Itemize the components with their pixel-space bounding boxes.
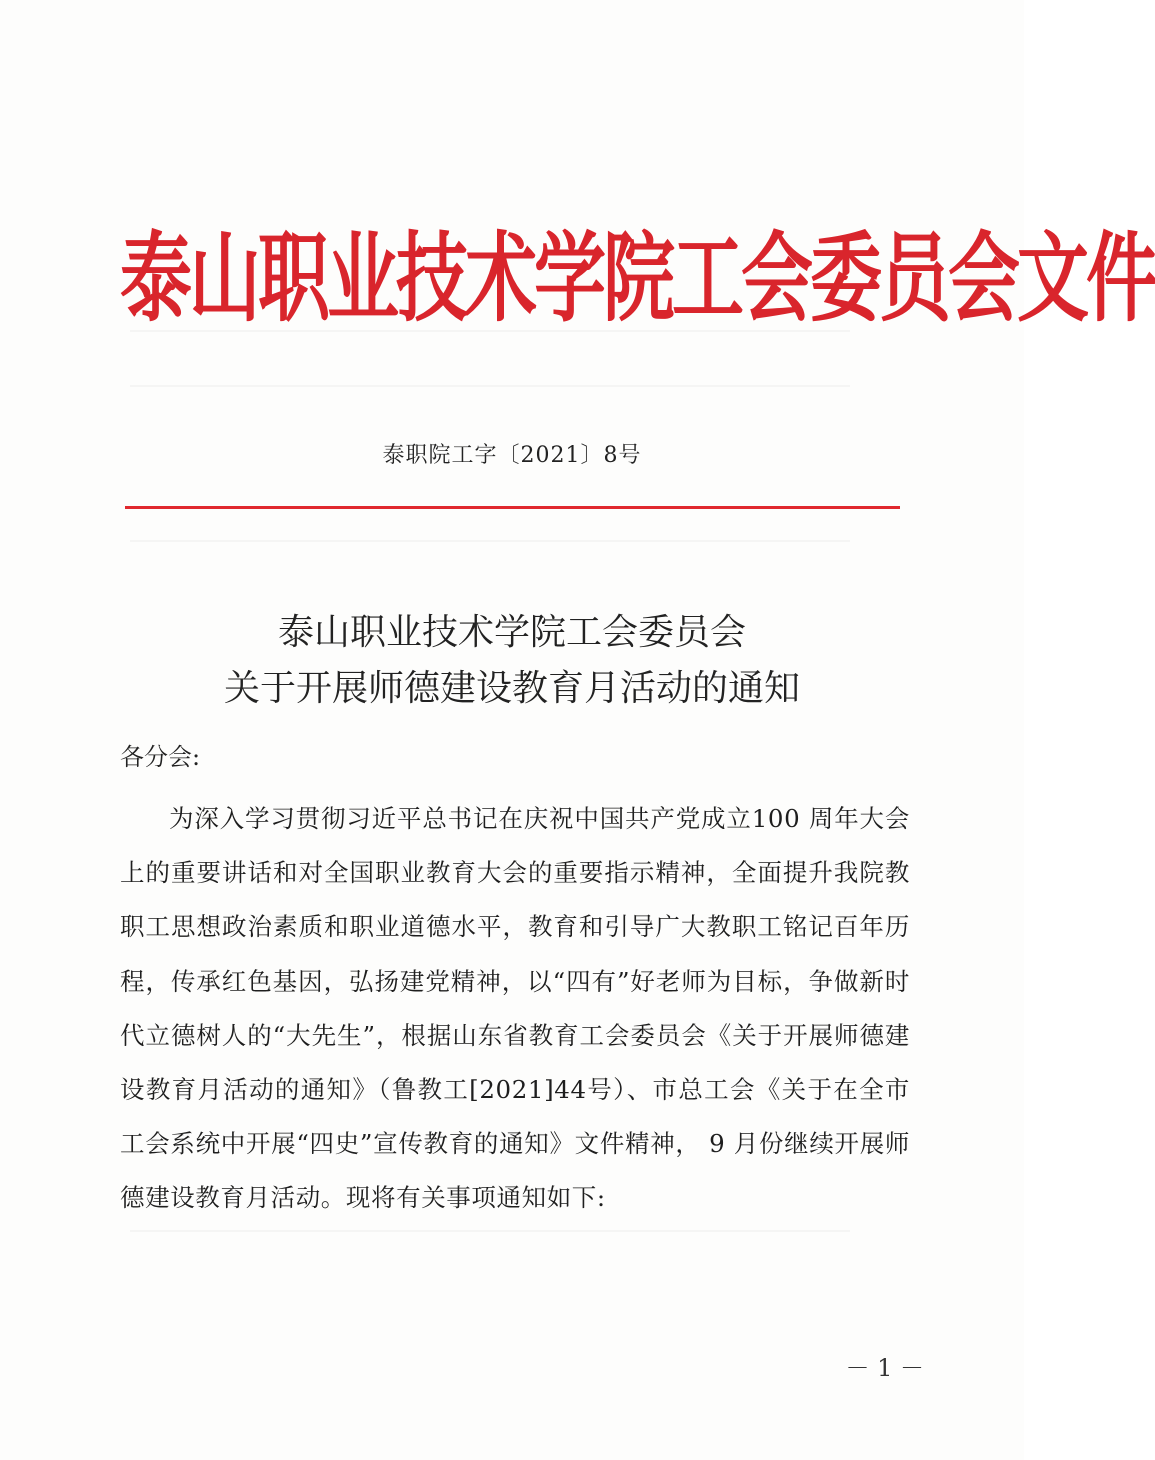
notice-title-line1: 泰山职业技术学院工会委员会 [277, 612, 746, 653]
notice-title-line2: 关于开展师德建设教育月活动的通知 [223, 668, 800, 709]
red-divider-line [125, 506, 900, 509]
document-number: 泰职院工字〔2021〕8号 [382, 443, 642, 468]
bleed-through-mark [130, 1230, 850, 1232]
body-paragraph: 为深入学习贯彻习近平总书记在庆祝中国共产党成立100 周年大会上的重要讲话和对全国职业教育大会的重要指示精神，全面提升我院教职工思想政治素质和职业道德水平，教育和引导广大教职工铭记百年历程，传承红色基因，弘扬建党精神，以“四有”好老师为目标，争做新时代立德树人的“大先生”，根据山东省教育工会委员会《关于开展师德建设教育月活动的通知》（鲁教工[2021]44号）、市总工会《关于在全市工会系统中开展“四史”宣传教育的通知》文件精神， 9 月份继续开展师德建设教育月活动。现将有关事项通知如下: [120, 804, 910, 1213]
document-header-title: 泰山职业技术学院工会委员会文件 [120, 220, 1155, 335]
page-number: － 1 － [845, 1354, 924, 1382]
bleed-through-mark [130, 385, 850, 387]
salutation: 各分会: [120, 743, 201, 771]
bleed-through-mark [130, 540, 850, 542]
